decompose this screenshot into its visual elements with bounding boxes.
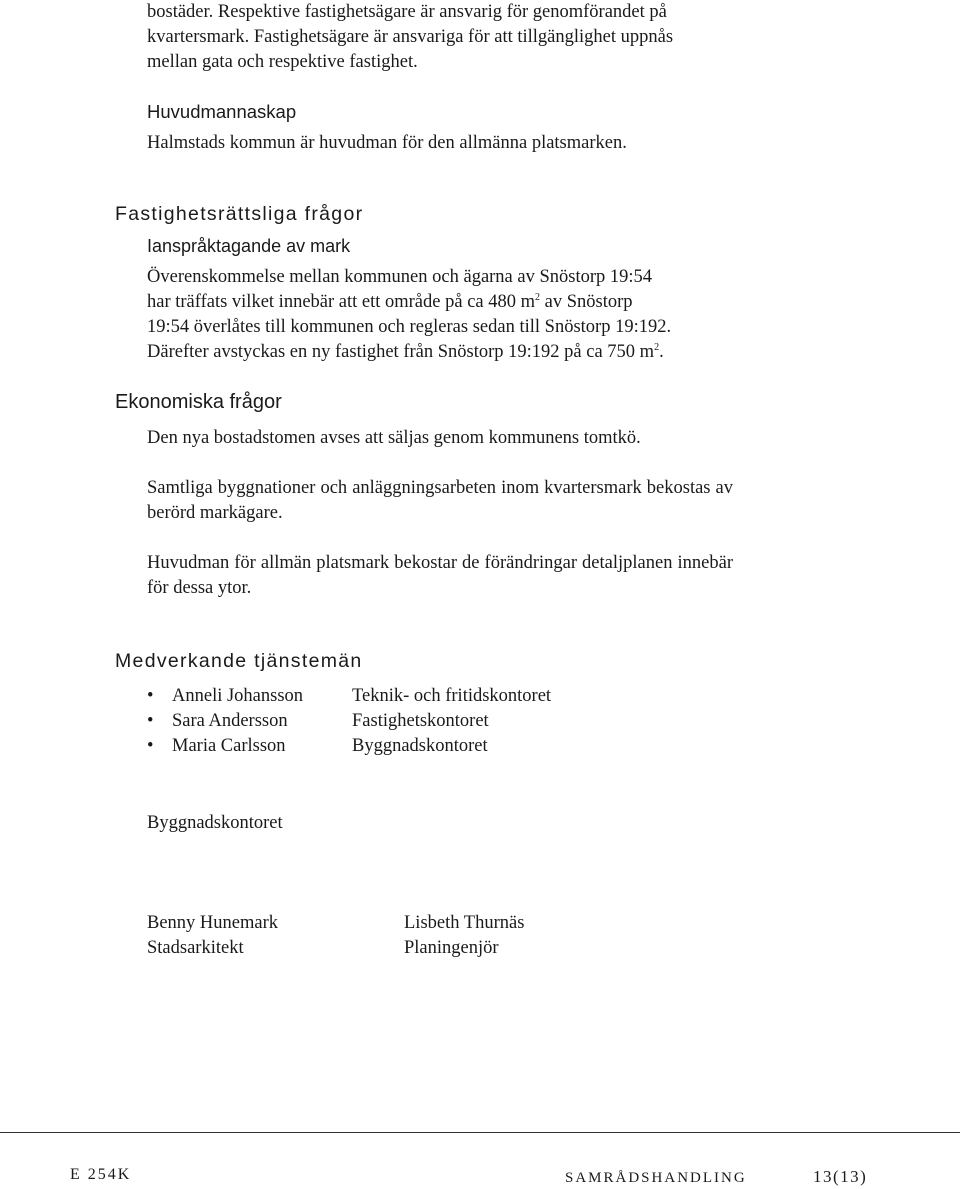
footer-document-code: E 254K [70,1166,132,1183]
intro-line: mellan gata och respektive fastighet. [147,52,418,72]
staff-department: Fastighetskontoret [352,711,489,731]
intro-line: kvartersmark. Fastighetsägare är ansvariga för att tillgänglighet uppnås [147,27,674,47]
signature-left-name: Benny Hunemark [147,913,279,933]
medverkande-heading: Medverkande tjänstemän [115,650,363,672]
staff-name: Maria Carlsson [172,736,286,756]
fastighet-line: har träffats vilket innebär att ett område på ca 480 $m^2$ av Snöstorp [147,291,633,312]
signature-office: Byggnadskontoret [147,813,283,833]
fastighet-paragraph [147,265,733,365]
ekonomi-paragraph-2: Samtliga byggnationer och anläggningsarbeten inom kvartersmark bekostas av berörd markägare. [147,478,733,523]
staff-name: Anneli Johansson [172,686,304,706]
ekonomi-heading: Ekonomiska frågor [115,391,282,413]
ekonomi-paragraph-1: Den nya bostadstomen avses att säljas genom kommunens tomtkö. [147,428,641,448]
footer-document-type: SAMRÅDSHANDLING [565,1170,747,1186]
fastighet-subheading: Ianspråktagande av mark [147,236,351,256]
footer-page-number: 13(13) [813,1167,868,1186]
fastighet-line: 19:54 överlåtes till kommunen och regleras sedan till Snöstorp 19:192. [147,317,672,337]
signature-right-title: Planingenjör [404,938,499,958]
staff-name: Sara Andersson [172,711,288,731]
bullet-icon: • [147,686,154,706]
huvudmannaskap-heading: Huvudmannaskap [147,101,297,122]
signature-left-title: Stadsarkitekt [147,938,244,958]
bullet-icon: • [147,711,154,731]
huvudmannaskap-text: Halmstads kommun är huvudman för den allmänna platsmarken. [147,133,627,153]
signature-right-name: Lisbeth Thurnäs [404,913,525,933]
ekonomi-paragraph-3: Huvudman för allmän platsmark bekostar de förändringar detaljplanen innebär för dessa ytor. [147,553,733,598]
bullet-icon: • [147,736,154,756]
fastighet-line: Därefter avstyckas en ny fastighet från Snöstorp 19:192 på ca 750 $m^2$. [147,341,664,362]
fastighet-heading: Fastighetsrättsliga frågor [115,203,364,225]
footer-divider [0,1132,960,1133]
fastighet-line: Överenskommelse mellan kommunen och ägarna av Snöstorp 19:54 [147,267,653,287]
staff-department: Byggnadskontoret [352,736,488,756]
intro-paragraph [147,0,733,75]
intro-line: bostäder. Respektive fastighetsägare är ansvarig för genomförandet på [147,2,667,22]
staff-department: Teknik- och fritidskontoret [352,686,552,706]
